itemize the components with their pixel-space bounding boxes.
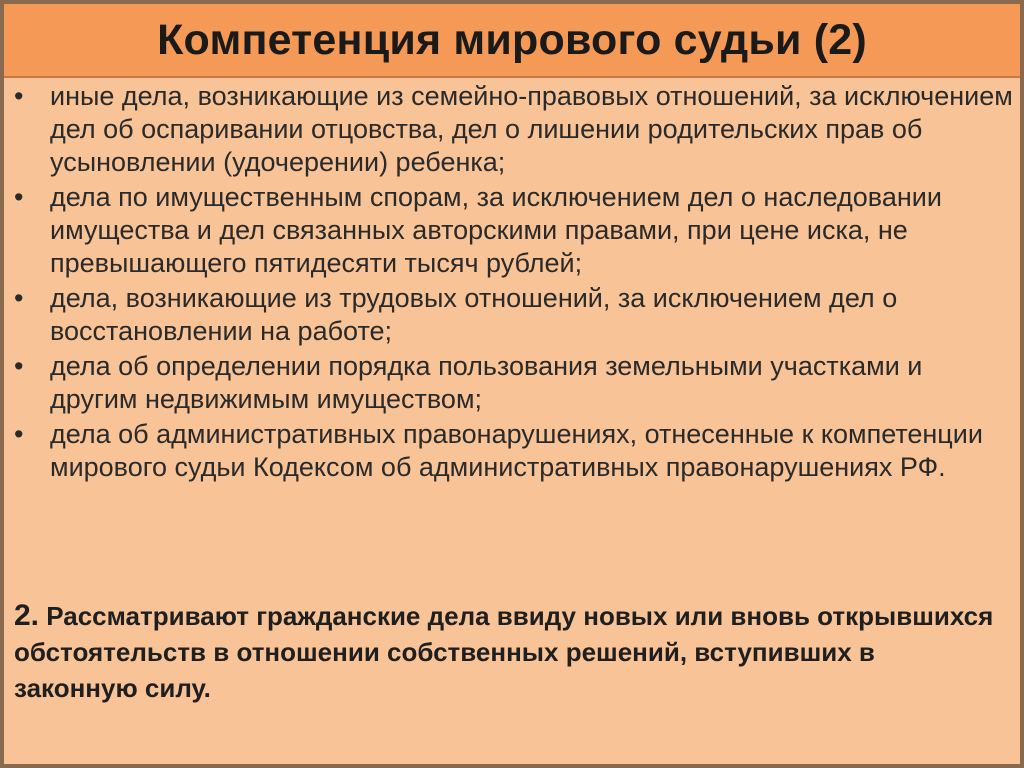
bullet-icon: •	[14, 283, 24, 313]
bullet-icon: •	[14, 351, 24, 381]
title-bar	[4, 4, 1020, 78]
bullet-item	[14, 350, 1014, 416]
bullet-text: дела по имущественным спорам, за исключением дел о наследовании имущества и дел связанных авторскими правами, при цене иска, не превышающего пятидесяти тысяч рублей;	[50, 182, 942, 278]
bullet-item	[14, 80, 1014, 179]
numbered-paragraph	[14, 598, 1004, 706]
bullet-item	[14, 418, 1014, 484]
bullet-icon: •	[14, 419, 24, 449]
bullet-item	[14, 282, 1014, 348]
bullet-icon: •	[14, 182, 24, 212]
bullet-list	[14, 80, 1014, 486]
slide	[4, 4, 1020, 764]
paragraph-text: Рассматривают гражданские дела ввиду новых или вновь открывшихся обстоятельств в отношении собственных решений, вступивших в законную силу.	[14, 601, 994, 703]
paragraph-number: 2.	[14, 599, 40, 632]
bullet-text: дела, возникающие из трудовых отношений, за исключением дел о восстановлении на работе;	[50, 283, 898, 346]
slide-title: Компетенция мирового судьи (2)	[157, 15, 867, 64]
bullet-item	[14, 181, 1014, 280]
bullet-text: иные дела, возникающие из семейно-правовых отношений, за исключением дел об оспаривании отцовства, дел о лишении родительских прав об усыновлении (удочерении) ребенка;	[50, 81, 1013, 177]
bullet-icon: •	[14, 81, 24, 111]
bullet-text: дела об административных правонарушениях, отнесенные к компетенции мирового судьи Кодексом об административных правонарушениях РФ.	[50, 419, 983, 482]
bullet-text: дела об определении порядка пользования земельными участками и другим недвижимым имуществом;	[50, 351, 923, 414]
